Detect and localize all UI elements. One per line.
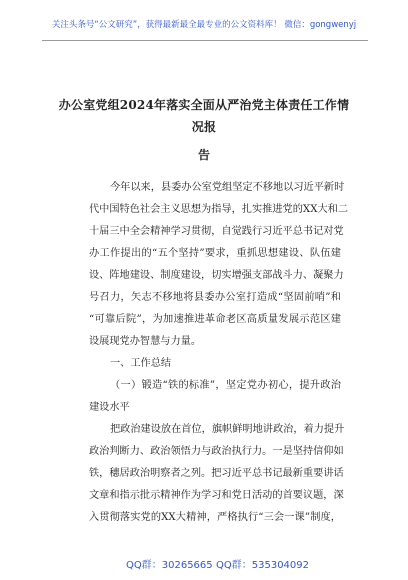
paragraph-line: “可靠后院”，为加速推进革命老区高质量发展示范区建 [89,314,341,325]
paragraph-line: 代中国特色社会主义思想为指导，扎实推进党的XX大和二 [89,204,349,215]
paragraph-line: 办工作提出的“五个坚持”要求，重抓思想建设、队伍建 [89,248,341,259]
paragraph-line: 政治判断力、政治领悟力与政治执行力。一是坚持信仰如 [89,446,344,457]
document-title-continued: 告 [197,148,210,162]
paragraph-line: 设展现党办智慧与力量。 [89,336,202,347]
paragraph-line: 文章和指示批示精神作为学习和党日活动的首要议题，深 [89,490,344,501]
footer-qq-group-2: QQ群：535304092 [216,560,310,571]
paragraph-line: 入贯彻落实党的XX大精神，严格执行“三会一课”制度， [89,512,341,523]
document-title: 办公室党组2024年落实全面从严治党主体责任工作情况报 [58,98,350,134]
subsection-heading: （一）锻造“铁的标准”，坚定党办初心，提升政治 [110,380,341,391]
paragraph-line: 号召力，矢志不移地将县委办公室打造成“坚固前哨”和 [89,292,341,303]
paragraph-line: 把政治建设放在首位，旗帜鲜明地讲政治，着力提升 [110,424,345,435]
subsection-heading-continued: 建设水平 [89,402,130,413]
paragraph-line: 十届三中全会精神学习贯彻，自觉践行习近平总书记对党 [89,226,344,237]
header-divider [42,40,368,41]
paragraph-line: 今年以来，县委办公室党组坚定不移地以习近平新时 [110,182,345,193]
section-heading: 一、工作总结 [110,358,172,369]
paragraph-line: 铁，穗居政治明察者之列。把习近平总书记最新重要讲话 [89,468,344,479]
top-banner: 关注头条号“公文研究”，获得最新最全最专业的公文资料库！ 微信：gongwenyj [51,20,357,30]
footer-qq-group-1: QQ群：30265665 [126,560,213,571]
paragraph-line: 设、阵地建设、制度建设，切实增强支部战斗力、凝聚力 [89,270,344,281]
